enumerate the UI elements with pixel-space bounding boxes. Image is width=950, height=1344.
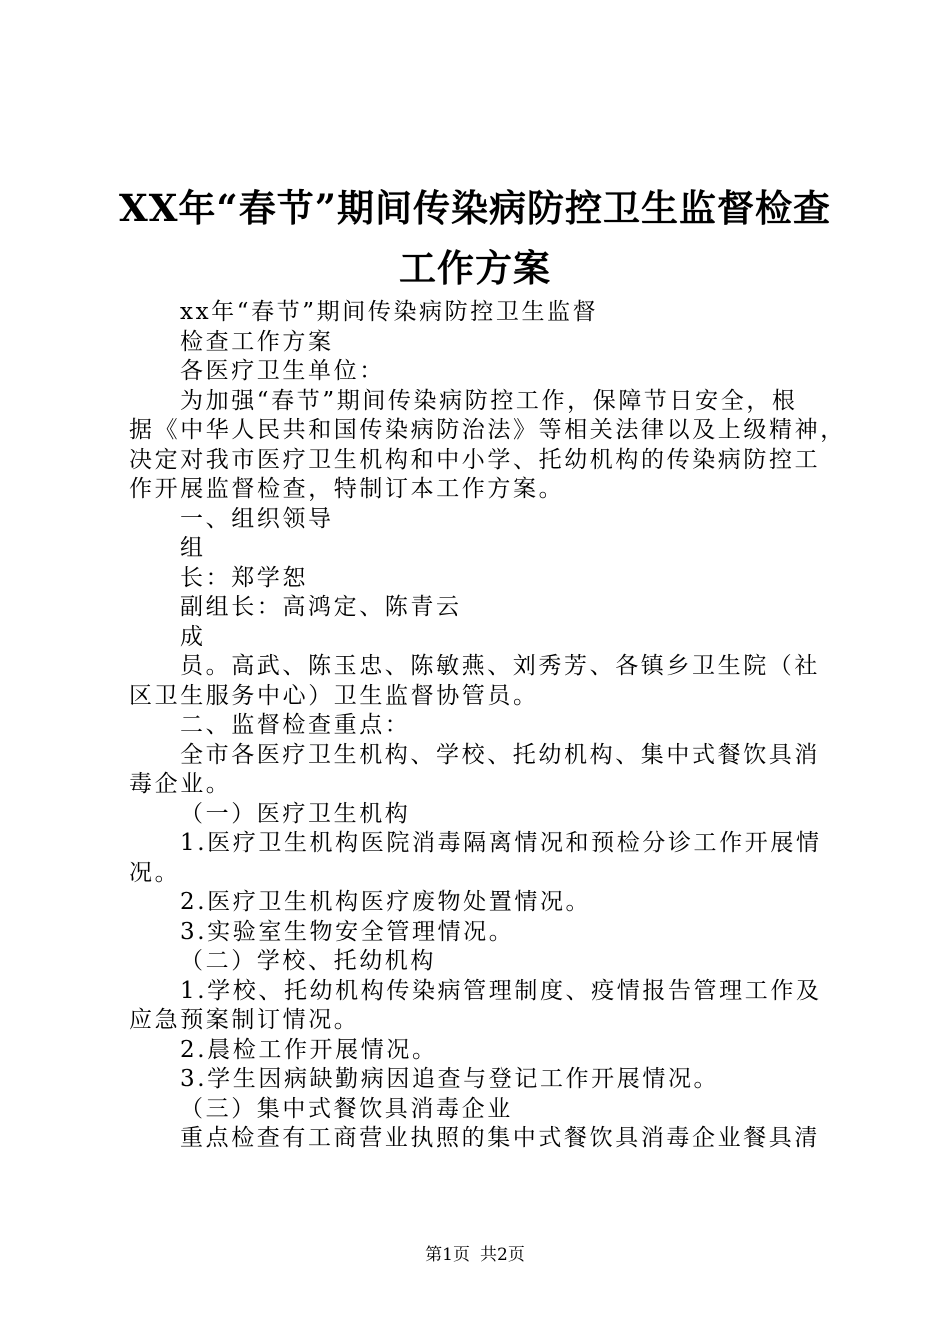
page-number: 第1页 [425,1245,470,1265]
body-line: 决定对我市医疗卫生机构和中小学、托幼机构的传染病防控工 [129,446,821,473]
body-line: 检查工作方案 [180,328,334,355]
subsection-heading: （三）集中式餐饮具消毒企业 [180,1095,513,1122]
body-line: 成 [180,623,206,650]
body-line: 应急预案制订情况。 [129,1007,360,1033]
body-line: 据《中华人民共和国传染病防治法》等相关法律以及上级精神， [129,417,846,443]
body-line: 作开展监督检查，特制订本工作方案。 [129,476,565,502]
document-body [129,298,846,1154]
subsection-heading: （一）医疗卫生机构 [180,800,411,827]
section-heading: 二、监督检查重点： [180,712,411,738]
document-title-line-2: 工作方案 [399,246,551,290]
body-line: 区卫生服务中心）卫生监督协管员。 [129,682,539,709]
body-line: 为加强“春节”期间传染病防控工作，保障节日安全，根 [180,387,798,414]
body-line: 副组长：高鸿定、陈青云 [180,594,462,620]
list-item: 3.学生因病缺勤病因追查与登记工作开展情况。 [180,1066,720,1092]
list-item: 2.晨检工作开展情况。 [180,1036,438,1063]
document-title-line-1: XX年“春节”期间传染病防控卫生监督检查 [119,186,831,230]
list-item: 1.学校、托幼机构传染病管理制度、疫情报告管理工作及 [180,977,822,1004]
list-item: 2.医疗卫生机构医疗废物处置情况。 [180,889,592,915]
body-line: 毒企业。 [129,771,232,797]
body-line: 组 [180,535,206,561]
list-item: 1.医疗卫生机构医院消毒隔离情况和预检分诊工作开展情 [180,830,822,856]
page-footer [0,1244,950,1266]
body-line: 各医疗卫生单位： [180,358,385,384]
list-item: 3.实验室生物安全管理情况。 [180,918,515,945]
body-line: 重点检查有工商营业执照的集中式餐饮具消毒企业餐具清 [180,1125,820,1151]
section-heading: 一、组织领导 [180,505,334,532]
page-total: 共2页 [480,1245,525,1265]
body-line: 况。 [129,859,181,886]
subsection-heading: （二）学校、托幼机构 [180,948,436,974]
body-line: 长：郑学恕 [180,564,308,591]
body-line: 全市各医疗卫生机构、学校、托幼机构、集中式餐饮具消 [180,741,820,768]
body-line: xx年“春节”期间传染病防控卫生监督 [180,299,599,325]
body-line: 员。高武、陈玉忠、陈敏燕、刘秀芳、各镇乡卫生院（社 [180,653,820,679]
